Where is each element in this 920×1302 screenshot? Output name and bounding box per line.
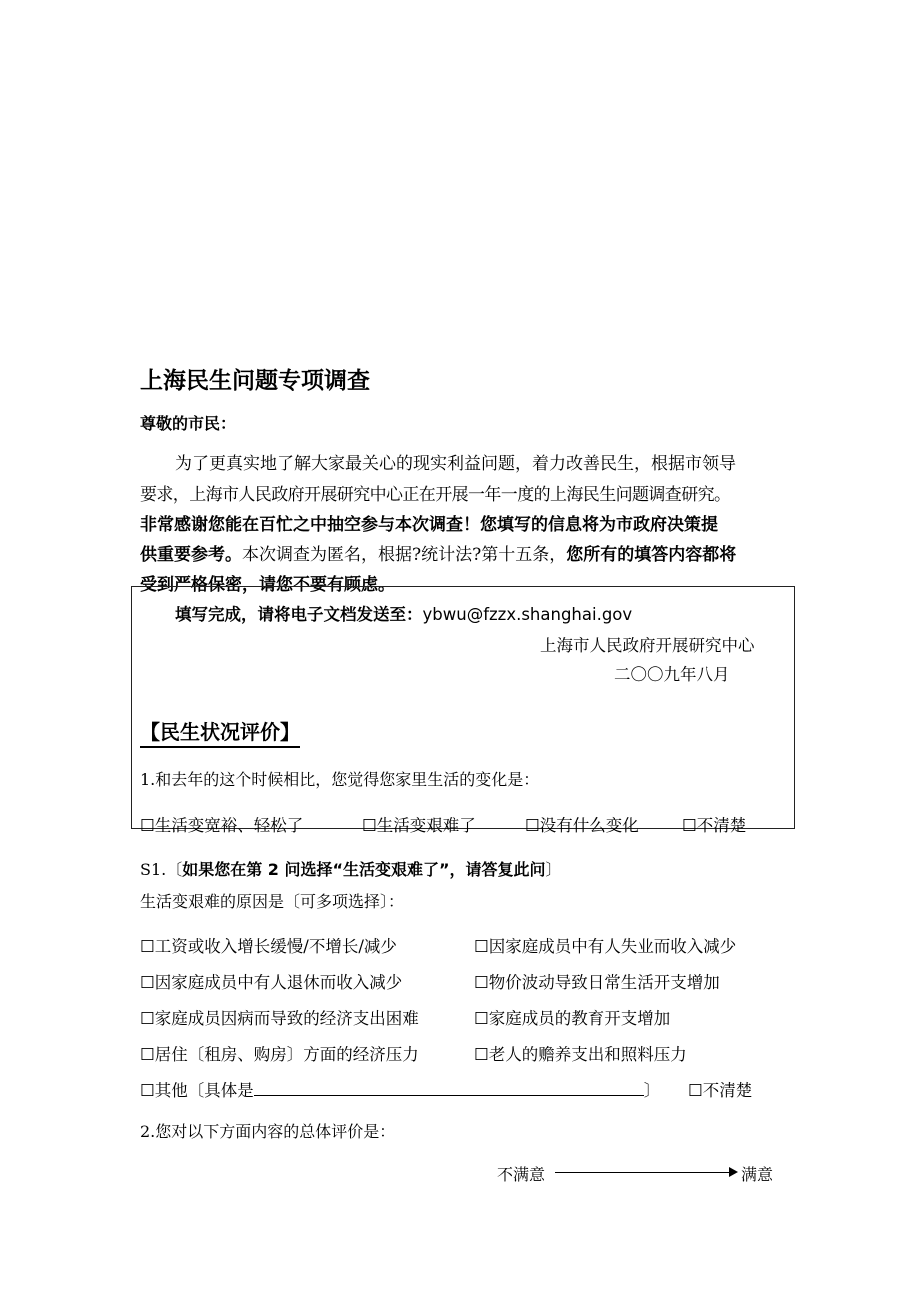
scale-right-label: 满意 [741,1165,774,1184]
intro-line-4-bold-a: 供重要参考。 [140,545,242,565]
unclear-label: 不清楚 [702,1081,753,1100]
q1-option-1[interactable] [140,812,303,836]
arrow-right-icon [729,1167,738,1177]
scale-arrow-line [555,1172,731,1173]
checkbox-icon[interactable]: ☐ [474,973,489,992]
checkbox-icon[interactable]: ☐ [140,1081,155,1100]
submit-label: 填写完成，请将电子文档发送至： [175,605,423,624]
scale-left-label: 不满意 [497,1165,546,1184]
s1-option-5[interactable] [140,1005,419,1029]
intro-line-5: 受到严格保密，请您不要有顾虑。 [140,575,395,595]
s1-option-label: 物价波动导致日常生活开支增加 [488,973,720,992]
intro-line-4-regular: 本次调查为匿名，根据?统计法?第十五条， [242,545,567,565]
checkbox-icon[interactable]: ☐ [140,973,155,992]
q1-option-label: 生活变艰难了 [376,816,476,835]
s1-option-8[interactable] [474,1041,687,1065]
s1-label-bold: 如果您在第 2 问选择“生活变艰难了”，请答复此问 [182,860,546,879]
checkbox-icon[interactable]: ☐ [362,816,377,835]
q1-option-3[interactable] [525,812,639,836]
s1-option-other[interactable] [140,1077,660,1101]
s1-option-1[interactable] [140,933,397,957]
s1-option-label: 老人的赡养支出和照料压力 [488,1045,687,1064]
checkbox-icon[interactable]: ☐ [688,1081,703,1100]
s1-option-label: 工资或收入增长缓慢/不增长/减少 [154,937,397,956]
s1-option-label: 家庭成员因病而导致的经济支出困难 [154,1009,419,1028]
q1-option-label: 不清楚 [696,816,747,835]
org-name: 上海市人民政府开展研究中心 [540,636,755,655]
page-title: 上海民生问题专项调查 [140,368,370,394]
intro-line-1: 为了更真实地了解大家最关心的现实利益问题，着力改善民生，根据市领导 [175,454,736,474]
intro-line-2: 要求，上海市人民政府开展研究中心正在开展一年一度的上海民生问题调查研究。 [140,485,731,505]
intro-line-3: 非常感谢您能在百忙之中抽空参与本次调查！您填写的信息将为市政府决策提 [140,515,718,535]
other-close: 〕 [643,1081,661,1100]
q1-option-2[interactable] [362,812,476,836]
submit-instruction [175,604,632,626]
checkbox-icon[interactable]: ☐ [140,937,155,956]
checkbox-icon[interactable]: ☐ [474,1009,489,1028]
intro-line-4-bold-b: 您所有的填答内容都将 [566,545,737,565]
s1-option-label: 家庭成员的教育开支增加 [488,1009,671,1028]
s1-option-6[interactable] [474,1005,670,1029]
s1-label [140,857,562,880]
survey-date: 二〇〇九年八月 [614,665,730,684]
checkbox-icon[interactable]: ☐ [140,1009,155,1028]
s1-option-label: 居住〔租房、购房〕方面的经济压力 [154,1045,419,1064]
checkbox-icon[interactable]: ☐ [525,816,540,835]
q1-option-label: 生活变宽裕、轻松了 [154,816,304,835]
checkbox-icon[interactable]: ☐ [474,937,489,956]
s1-option-7[interactable] [140,1041,419,1065]
checkbox-icon[interactable]: ☐ [474,1045,489,1064]
s1-option-label: 因家庭成员中有人失业而收入减少 [488,937,737,956]
checkbox-icon[interactable]: ☐ [140,816,155,835]
salutation: 尊敬的市民： [140,414,237,433]
s1-subtitle: 生活变艰难的原因是〔可多项选择〕： [140,892,405,911]
s1-option-3[interactable] [140,969,402,993]
s1-option-4[interactable] [474,969,720,993]
intro-line-4 [140,544,736,566]
other-label: 其他〔具体是 [154,1081,254,1100]
checkbox-icon[interactable]: ☐ [682,816,697,835]
section-heading: 【民生状况评价】 [140,719,300,748]
q1-option-4[interactable] [682,812,746,836]
submit-email[interactable]: ybwu@fzzx.shanghai.gov [422,605,633,624]
checkbox-icon[interactable]: ☐ [140,1045,155,1064]
other-text-input[interactable] [254,1079,644,1096]
s1-option-unclear[interactable] [688,1077,752,1101]
q2-text: 2.您对以下方面内容的总体评价是： [140,1122,396,1141]
q1-option-label: 没有什么变化 [539,816,639,835]
s1-option-2[interactable] [474,933,736,957]
s1-label-suffix: 〕 [545,860,562,879]
s1-label-prefix: S1.〔 [140,860,183,879]
q1-text: 1.和去年的这个时候相比，您觉得您家里生活的变化是： [140,770,540,789]
s1-option-label: 因家庭成员中有人退休而收入减少 [154,973,403,992]
